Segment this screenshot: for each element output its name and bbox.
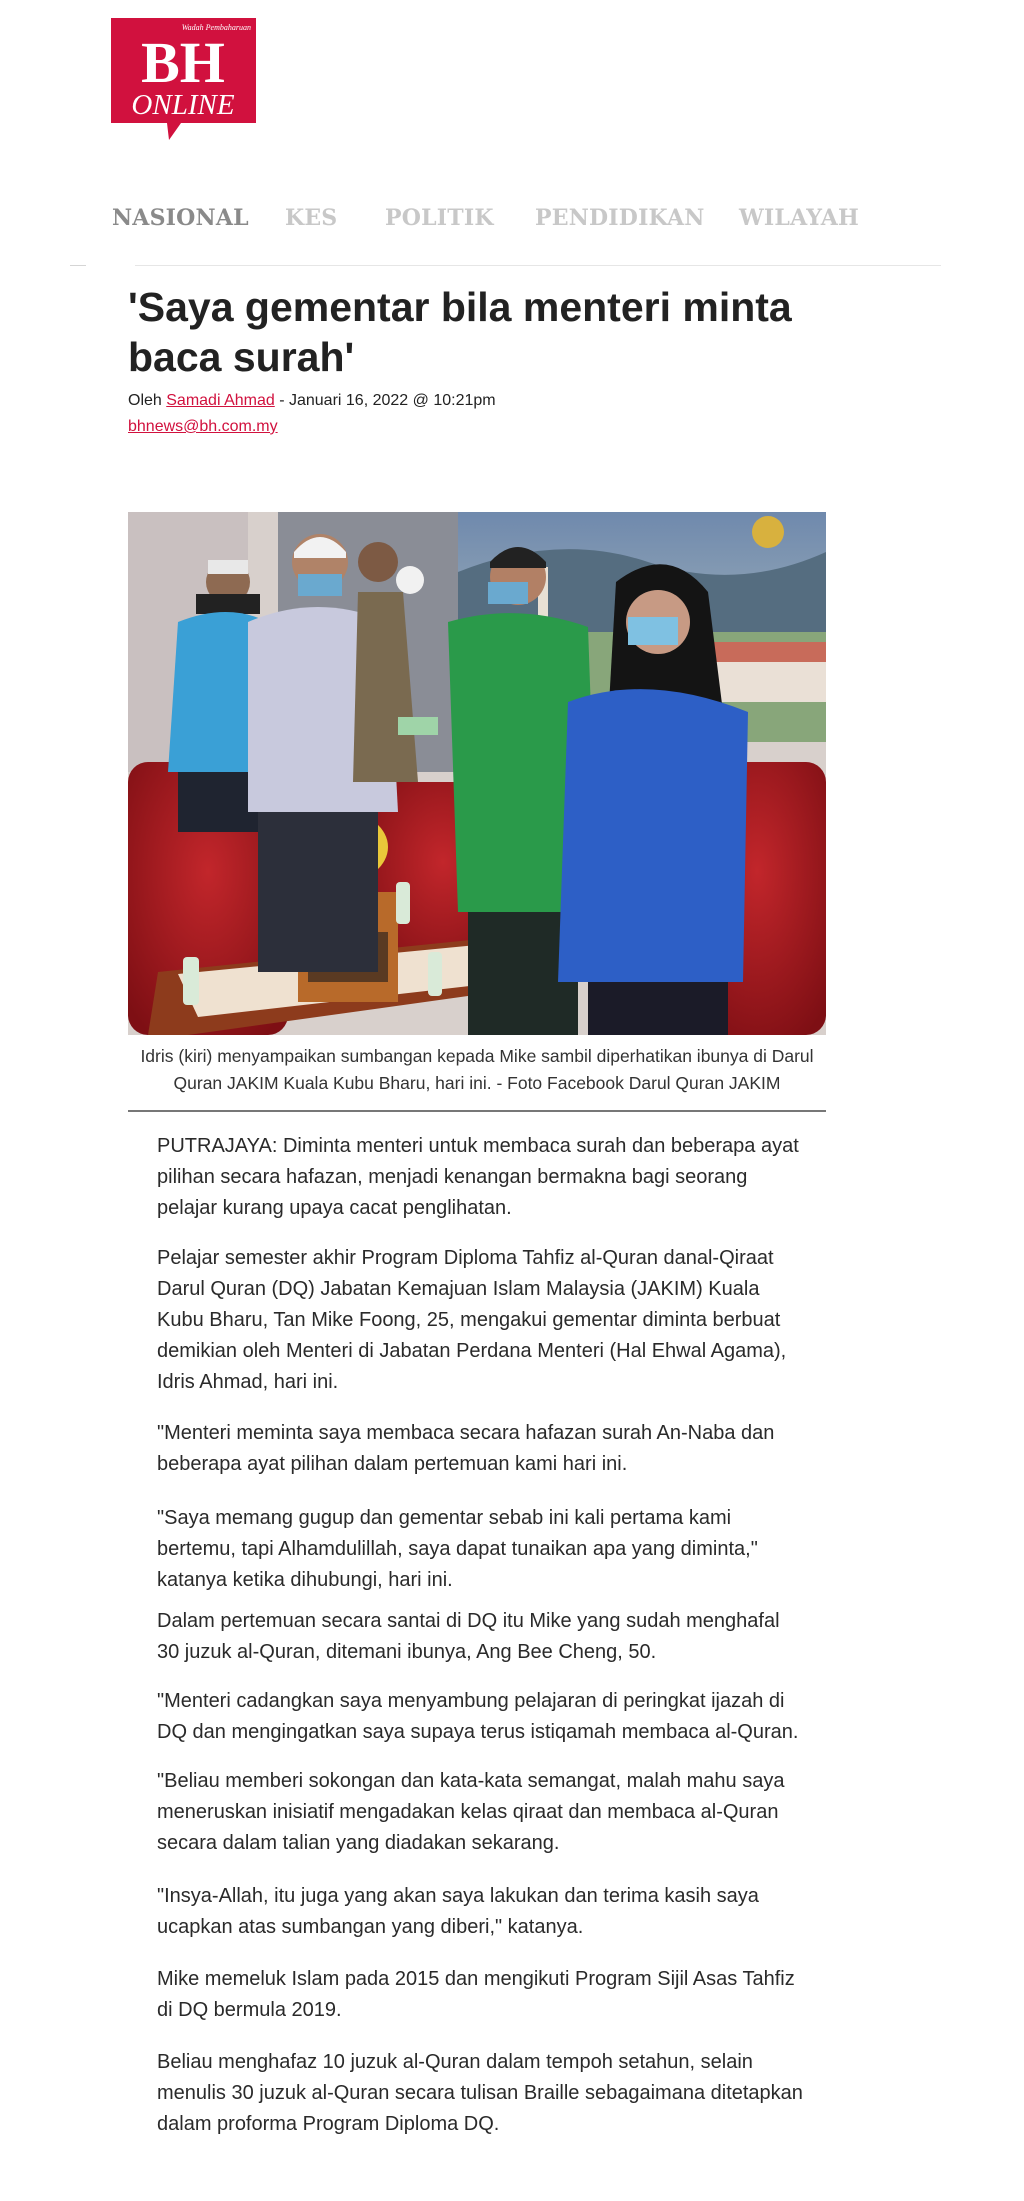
- publish-date: - Januari 16, 2022 @ 10:21pm: [274, 392, 496, 409]
- article-paragraph: "Insya-Allah, itu juga yang akan saya lakukan dan terima kasih saya ucapkan atas sumbangan yang diberi," katanya.: [157, 1885, 759, 1938]
- article-paragraph: Dalam pertemuan secara santai di DQ itu Mike yang sudah menghafal 30 juzuk al-Quran, ditemani ibunya, Ang Bee Cheng, 50.: [157, 1610, 780, 1663]
- article-paragraph: Pelajar semester akhir Program Diploma Tahfiz al-Quran danal-Qiraat Darul Quran (DQ) Jabatan Kemajuan Islam Malaysia (JAKIM) Kuala Kubu Bharu, Tan Mike Foong, 25, mengakui gementar diminta berbuat demikian oleh Menteri di Jabatan Perdana Menteri (Hal Ehwal Agama), Idris Ahmad, hari ini.: [157, 1247, 787, 1393]
- nav-divider: [135, 265, 941, 266]
- article-paragraph: Mike memeluk Islam pada 2015 dan mengikuti Program Sijil Asas Tahfiz di DQ bermula 2019.: [157, 1968, 795, 2021]
- article-paragraph: Beliau menghafaz 10 juzuk al-Quran dalam tempoh setahun, selain menulis 30 juzuk al-Quran secara tulisan Braille sebagaimana ditetapkan dalam proforma Program Diploma DQ.: [157, 2051, 803, 2135]
- bh-online-logo[interactable]: [111, 18, 256, 140]
- article-paragraph: "Menteri meminta saya membaca secara hafazan surah An-Naba dan beberapa ayat pilihan dalam pertemuan kami hari ini.: [157, 1422, 775, 1475]
- logo-tagline: Wadah Pembaharuan: [181, 23, 251, 32]
- author-link[interactable]: Samadi Ahmad: [166, 392, 275, 409]
- logo-mark: [111, 18, 256, 140]
- photo-caption: Idris (kiri) menyampaikan sumbangan kepada Mike sambil diperhatikan ibunya di Darul Quran JAKIM Kuala Kubu Bharu, hari ini. - Foto Facebook Darul Quran JAKIM: [140, 1046, 814, 1093]
- byline: [128, 391, 496, 411]
- article-paragraph: "Menteri cadangkan saya menyambung pelajaran di peringkat ijazah di DQ dan mengingatkan saya supaya terus istiqamah membaca al-Quran.: [157, 1690, 799, 1743]
- article-photo: [128, 512, 826, 1035]
- nav-item-kes[interactable]: KES: [285, 205, 338, 231]
- author-email-link[interactable]: bhnews@bh.com.my: [128, 418, 278, 435]
- byline-prefix: Oleh: [128, 392, 167, 409]
- section-nav: [112, 205, 872, 235]
- nav-item-pendidikan[interactable]: PENDIDIKAN: [535, 205, 705, 231]
- article-paragraph: PUTRAJAYA: Diminta menteri untuk membaca surah dan beberapa ayat pilihan secara hafazan, menjadi kenangan bermakna bagi seorang pelajar kurang upaya cacat penglihatan.: [157, 1135, 799, 1219]
- nav-item-politik[interactable]: POLITIK: [385, 205, 494, 231]
- logo-online: ONLINE: [131, 89, 235, 121]
- article-paragraph: "Saya memang gugup dan gementar sebab ini kali pertama kami bertemu, tapi Alhamdulillah, saya dapat tunaikan apa yang diminta," katanya ketika dihubungi, hari ini.: [157, 1507, 758, 1591]
- nav-item-wilayah[interactable]: WILAYAH: [739, 205, 859, 231]
- article-paragraph: "Beliau memberi sokongan dan kata-kata semangat, malah mahu saya meneruskan inisiatif mengadakan kelas qiraat dan membaca al-Quran secara dalam talian yang diadakan sekarang.: [157, 1770, 785, 1854]
- logo-bh: BH: [141, 30, 225, 95]
- article-title: 'Saya gementar bila menteri minta baca surah': [128, 284, 792, 380]
- nav-divider-tick: [70, 265, 86, 266]
- nav-item-nasional[interactable]: NASIONAL: [112, 205, 249, 231]
- caption-divider: [128, 1110, 826, 1112]
